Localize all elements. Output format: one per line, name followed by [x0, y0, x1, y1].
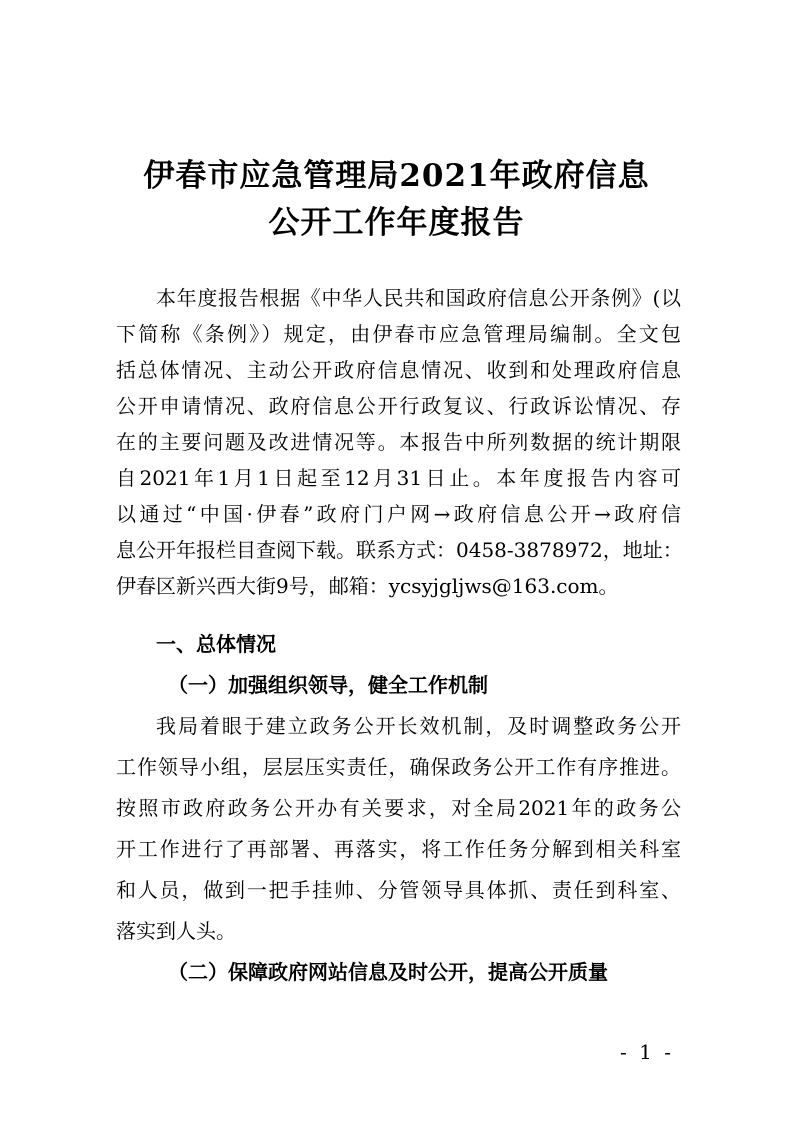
section-paragraph-line: 按照市政府政务公开办有关要求，对全局2021年的政务公 — [116, 796, 681, 820]
intro-paragraph-line: 伊春区新兴西大街9号，邮箱：ycsyjgljws@163.com。 — [116, 574, 619, 598]
intro-paragraph-line: 本年度报告根据《中华人民共和国政府信息公开条例》(以 — [156, 286, 681, 310]
intro-paragraph-line: 在的主要问题及改进情况等。本报告中所列数据的统计期限 — [116, 430, 681, 454]
section-paragraph-line: 落实到人头。 — [116, 919, 236, 943]
document-title-line-2: 公开工作年度报告 — [268, 205, 525, 241]
section-paragraph-line: 工作领导小组，层层压实责任，确保政务公开工作有序推进。 — [116, 755, 681, 779]
intro-paragraph-line: 括总体情况、主动公开政府信息情况、收到和处理政府信息 — [116, 358, 681, 382]
section-paragraph-line: 开工作进行了再部署、再落实，将工作任务分解到相关科室 — [116, 837, 681, 861]
document-title-line-1: 伊春市应急管理局2021年政府信息 — [143, 158, 650, 194]
page-number: - 1 - — [620, 1040, 674, 1064]
section-paragraph-line: 和人员，做到一把手挂帅、分管领导具体抓、责任到科室、 — [116, 878, 681, 902]
subsection-heading-leadership: （一）加强组织领导，健全工作机制 — [168, 673, 488, 697]
intro-paragraph-line: 息公开年报栏目查阅下载。联系方式：0458-3878972，地址： — [116, 538, 683, 562]
subsection-heading-website: （二）保障政府网站信息及时公开，提高公开质量 — [168, 960, 608, 984]
intro-paragraph-line: 公开申请情况、政府信息公开行政复议、行政诉讼情况、存 — [116, 394, 681, 418]
intro-paragraph-line: 以通过“中国·伊春”政府门户网→政府信息公开→政府信 — [116, 502, 681, 526]
section-heading-overall: 一、总体情况 — [156, 632, 276, 656]
intro-paragraph-line: 下简称《条例》）规定，由伊春市应急管理局编制。全文包 — [116, 322, 681, 346]
intro-paragraph-line: 自2021年1月1日起至12月31日止。本年度报告内容可 — [116, 466, 681, 490]
section-paragraph-line: 我局着眼于建立政务公开长效机制，及时调整政务公开 — [156, 714, 681, 738]
